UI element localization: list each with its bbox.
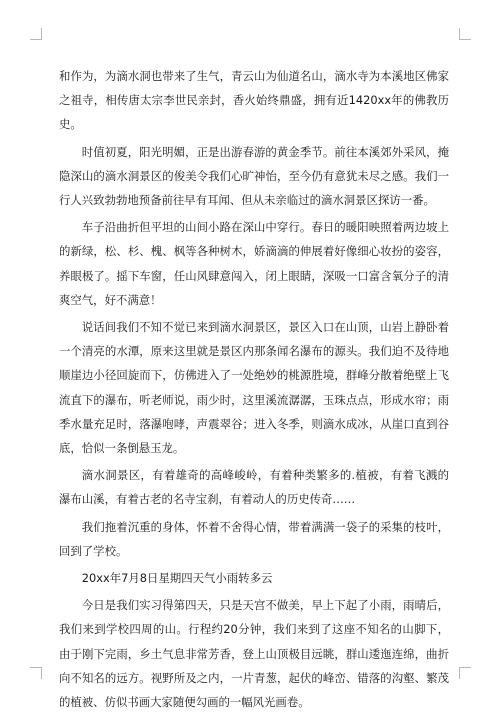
paragraph-fourth-day: 今日是我们实习得第四天，只是天宫不做美，早上下起了小雨，雨晴后，我们来到学校四周的山。行程约20分钟，我们来到了这座不知名的山脚下，由于刚下完雨，乡土气息非常芳香，登上山顶极目远眺，群山逶迤连绵，曲折向不知名的远方。视野所及之内，一片青葱，起伏的峰峦、错落的沟壑、繁茂的植被、仿似书画大家随便勾画的一幅风光画卷。 [59, 598, 449, 710]
crop-mark-top-right [459, 28, 471, 40]
paragraph-early-summer: 时值初夏，阳光明媚，正是出游春游的黄金季节。前往本溪郊外采风，掩隐深山的滴水洞景区的俊美令我们心旷神怡，至今仍有意犹未尽之感。我们一行人兴致勃勃地预备前往早有耳闻、但从未亲临过的滴水洞景区探访一番。 [59, 144, 449, 208]
paragraph-continuation: 和作为，为滴水洞也带来了生气，青云山为仙道名山，滴水寺为本溪地区佛家之祖寺，相传唐太宗李世民亲封，香火始终鼎盛，拥有近1420xx年的佛教历史。 [59, 69, 449, 132]
paragraph-return: 我们拖着沉重的身体，怀着不舍得心情，带着满满一袋子的采集的枝叶，回到了学校。 [59, 519, 449, 558]
document-body [59, 64, 449, 714]
crop-mark-bottom-left [30, 667, 42, 679]
diary-date-heading: 20xx年7月8日星期四天气小雨转多云 [81, 571, 273, 586]
paragraph-scenic-area: 滴水洞景区，有着雄奇的高峰峻岭，有着种类繁多的.植被，有着飞溅的瀑布山溪，有着古老的名寺宝刹，有着动人的历史传奇…… [59, 468, 449, 507]
crop-mark-bottom-right [459, 667, 471, 679]
paragraph-waterfall: 说话间我们不知不觉已来到滴水洞景区，景区入口在山顶，山岩上静卧着一个清亮的水潭，原来这里就是景区内那条闻名瀑布的源头。我们迫不及待地顺崖边小径回旋而下，仿佛进入了一处绝妙的桃源胜境，群峰分散着绝壁上飞流直下的瀑布，听老师说，雨少时，这里溪流潺潺，玉珠点点，形成水帘；雨季水量充足时，落瀑咆哮，声震翠谷；进入冬季，则滴水成冰，从崖口直到谷底，恰似一条倒悬玉龙。 [59, 320, 449, 456]
paragraph-mountain-road: 车子沿曲折但平坦的山间小路在深山中穿行。春日的暖阳映照着两边坡上的新绿，松、杉、槐、枫等各种树木，娇滴滴的伸展着好像细心妆扮的姿容，养眼极了。摇下车窗，任山风肆意闯入，闭上眼睛，深吸一口富含氧分子的清爽空气，好不满意！ [59, 220, 449, 307]
crop-mark-top-left [30, 28, 42, 40]
